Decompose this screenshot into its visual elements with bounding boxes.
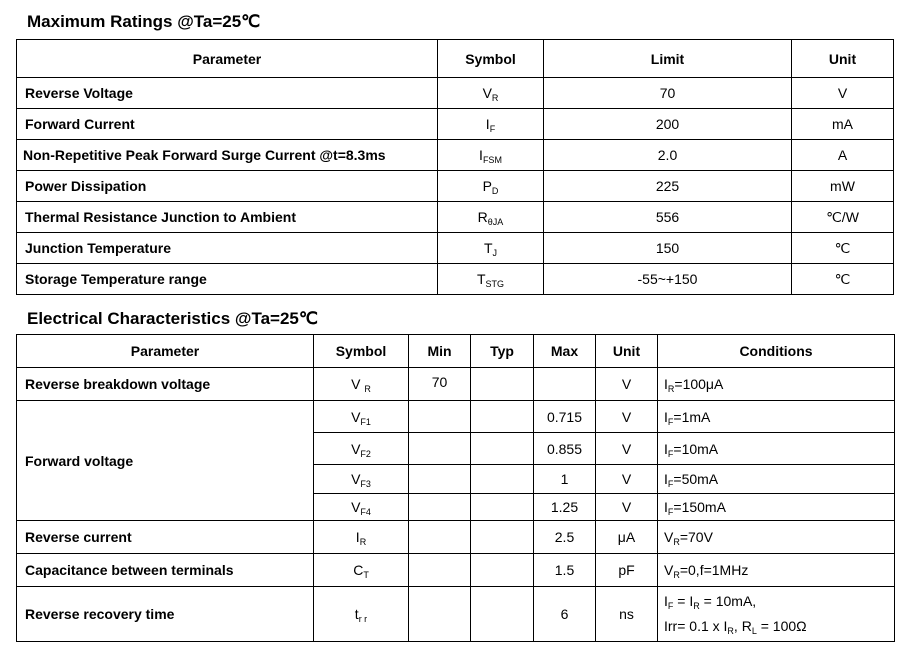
conditions-cell (658, 368, 895, 401)
min-cell (409, 521, 471, 554)
cond-subscript: F (667, 416, 674, 427)
symbol-cell (438, 264, 544, 295)
symbol-cell (314, 587, 409, 642)
cond-symbol: = I (673, 593, 694, 609)
unit-cell: ℃ (792, 264, 894, 295)
conditions-cell (658, 554, 895, 587)
header-parameter: Parameter (17, 335, 314, 368)
cond-subscript: F (667, 448, 674, 459)
symbol-cell (438, 78, 544, 109)
parameter-cell: Reverse current (17, 521, 314, 554)
unit-cell: V (792, 78, 894, 109)
symbol-text: I (355, 529, 360, 545)
electrical-characteristics-table (16, 334, 895, 642)
electrical-header-row (17, 335, 895, 368)
cond-line-1 (664, 589, 894, 614)
symbol-cell (438, 109, 544, 140)
unit-cell: V (596, 465, 658, 494)
max-cell: 1.5 (534, 554, 596, 587)
cond-value: = 10mA, (699, 593, 757, 609)
unit-cell: V (596, 368, 658, 401)
symbol-text: T (476, 271, 486, 287)
header-unit: Unit (596, 335, 658, 368)
min-cell (409, 465, 471, 494)
symbol-cell (314, 554, 409, 587)
table-row (17, 264, 894, 295)
cond-subscript: L (751, 626, 757, 636)
symbol-subscript: T (363, 570, 369, 580)
unit-cell: mA (792, 109, 894, 140)
parameter-cell: Thermal Resistance Junction to Ambient (17, 202, 438, 233)
typ-cell (471, 521, 534, 554)
symbol-cell (314, 494, 409, 521)
symbol-subscript: STG (485, 279, 505, 289)
symbol-cell (314, 465, 409, 494)
cond-value: =100μA (674, 376, 724, 392)
min-cell (409, 433, 471, 465)
symbol-text: R (477, 209, 488, 225)
parameter-cell: Non-Repetitive Peak Forward Surge Current @t=8.3ms (17, 140, 438, 171)
typ-cell (471, 401, 534, 433)
symbol-text: V (351, 440, 361, 457)
symbol-text: V (351, 471, 361, 487)
parameter-cell: Junction Temperature (17, 233, 438, 264)
symbol-subscript: R (359, 537, 367, 547)
table-row (17, 401, 895, 433)
limit-cell: 225 (544, 171, 792, 202)
parameter-cell: Forward Current (17, 109, 438, 140)
min-cell (409, 587, 471, 642)
conditions-cell (658, 465, 895, 494)
conditions-cell (658, 401, 895, 433)
cond-subscript: R (667, 384, 675, 394)
symbol-cell (314, 433, 409, 465)
limit-cell: -55~+150 (544, 264, 792, 295)
symbol-subscript: R (364, 384, 371, 394)
symbol-subscript: r r (358, 614, 368, 624)
min-cell: 70 (409, 368, 471, 401)
symbol-text: T (483, 240, 493, 256)
symbol-subscript: F1 (360, 416, 371, 427)
max-cell: 6 (534, 587, 596, 642)
max-cell (534, 368, 596, 401)
unit-cell: μA (596, 521, 658, 554)
max-cell: 1.25 (534, 494, 596, 521)
cond-symbol: I (664, 408, 668, 425)
symbol-text: V (351, 376, 365, 392)
parameter-cell: Power Dissipation (17, 171, 438, 202)
parameter-cell: Storage Temperature range (17, 264, 438, 295)
limit-cell: 150 (544, 233, 792, 264)
typ-cell (471, 587, 534, 642)
typ-cell (471, 554, 534, 587)
maximum-ratings-title: Maximum Ratings @Ta=25℃ (27, 12, 261, 31)
cond-symbol: I (664, 499, 668, 515)
cond-symbol: V (664, 562, 674, 578)
symbol-subscript: θJA (487, 217, 504, 227)
symbol-text: V (482, 85, 492, 101)
cond-subscript: R (673, 537, 680, 547)
max-cell: 0.855 (534, 433, 596, 465)
symbol-text: I (485, 116, 490, 132)
limit-cell: 556 (544, 202, 792, 233)
parameter-cell: Forward voltage (17, 401, 314, 521)
parameter-cell: Reverse recovery time (17, 587, 314, 642)
conditions-cell (658, 587, 895, 642)
header-symbol: Symbol (314, 335, 409, 368)
unit-cell: ℃ (792, 233, 894, 264)
cond-value: =50mA (673, 471, 719, 487)
cond-symbol: I (664, 593, 668, 609)
symbol-cell (314, 368, 409, 401)
symbol-cell (314, 401, 409, 433)
cond-value: = 100Ω (756, 618, 807, 634)
min-cell (409, 554, 471, 587)
min-cell (409, 401, 471, 433)
cond-subscript: F (667, 507, 674, 517)
table-row (17, 171, 894, 202)
table-row (17, 233, 894, 264)
table-row (17, 554, 895, 587)
symbol-text: V (351, 499, 361, 515)
symbol-cell (438, 171, 544, 202)
cond-symbol: I (664, 471, 668, 487)
header-limit: Limit (544, 40, 792, 78)
cond-value: =0,f=1MHz (679, 562, 749, 578)
symbol-cell (314, 521, 409, 554)
table-row (17, 587, 895, 642)
maximum-ratings-table (16, 39, 894, 295)
table-row (17, 109, 894, 140)
cond-value: =10mA (673, 440, 719, 457)
typ-cell (471, 494, 534, 521)
symbol-subscript: F4 (360, 507, 371, 517)
unit-cell: pF (596, 554, 658, 587)
typ-cell (471, 433, 534, 465)
unit-cell: mW (792, 171, 894, 202)
symbol-text: P (482, 178, 492, 194)
table-row (17, 140, 894, 171)
cond-symbol: Irr= 0.1 x I (664, 618, 728, 634)
cond-symbol: I (664, 376, 668, 392)
symbol-cell (438, 202, 544, 233)
symbol-text: t (354, 606, 359, 622)
cond-symbol: V (664, 529, 674, 545)
limit-cell: 200 (544, 109, 792, 140)
symbol-subscript: R (491, 93, 499, 103)
max-cell: 1 (534, 465, 596, 494)
header-conditions: Conditions (658, 335, 895, 368)
limit-cell: 2.0 (544, 140, 792, 171)
unit-cell: ℃/W (792, 202, 894, 233)
conditions-cell (658, 433, 895, 465)
header-parameter: Parameter (17, 40, 438, 78)
table-row (17, 78, 894, 109)
parameter-cell: Reverse breakdown voltage (17, 368, 314, 401)
table-row (17, 521, 895, 554)
cond-line-2 (664, 614, 894, 639)
max-cell: 0.715 (534, 401, 596, 433)
cond-subscript: F (667, 601, 674, 611)
typ-cell (471, 465, 534, 494)
table-row (17, 202, 894, 233)
symbol-text: C (353, 562, 364, 578)
cond-subscript: F (667, 479, 674, 489)
limit-cell: 70 (544, 78, 792, 109)
symbol-subscript: J (492, 248, 498, 258)
header-symbol: Symbol (438, 40, 544, 78)
conditions-cell (658, 521, 895, 554)
unit-cell: ns (596, 587, 658, 642)
min-cell (409, 494, 471, 521)
unit-cell: V (596, 433, 658, 465)
cond-value: =70V (679, 529, 713, 545)
header-min: Min (409, 335, 471, 368)
symbol-subscript: F3 (360, 479, 371, 489)
header-max: Max (534, 335, 596, 368)
cond-symbol: I (664, 440, 668, 457)
ratings-header-row (17, 40, 894, 78)
header-typ: Typ (471, 335, 534, 368)
symbol-text: I (479, 147, 483, 163)
symbol-subscript: FSM (482, 155, 502, 165)
typ-cell (471, 368, 534, 401)
cond-value: =150mA (673, 499, 726, 515)
symbol-text: V (351, 408, 361, 425)
symbol-subscript: D (491, 186, 499, 196)
parameter-cell: Reverse Voltage (17, 78, 438, 109)
cond-symbol: , R (733, 618, 752, 634)
cond-subscript: R (673, 570, 680, 580)
symbol-subscript: F2 (360, 448, 371, 459)
cond-subscript: R (727, 626, 734, 636)
unit-cell: A (792, 140, 894, 171)
symbol-cell (438, 233, 544, 264)
cond-subscript: R (693, 601, 700, 611)
symbol-subscript: F (489, 124, 496, 134)
symbol-cell (438, 140, 544, 171)
header-unit: Unit (792, 40, 894, 78)
electrical-characteristics-title: Electrical Characteristics @Ta=25℃ (27, 309, 318, 328)
cond-value: =1mA (673, 408, 711, 425)
unit-cell: V (596, 401, 658, 433)
table-row (17, 368, 895, 401)
parameter-cell: Capacitance between terminals (17, 554, 314, 587)
max-cell: 2.5 (534, 521, 596, 554)
unit-cell: V (596, 494, 658, 521)
conditions-cell (658, 494, 895, 521)
